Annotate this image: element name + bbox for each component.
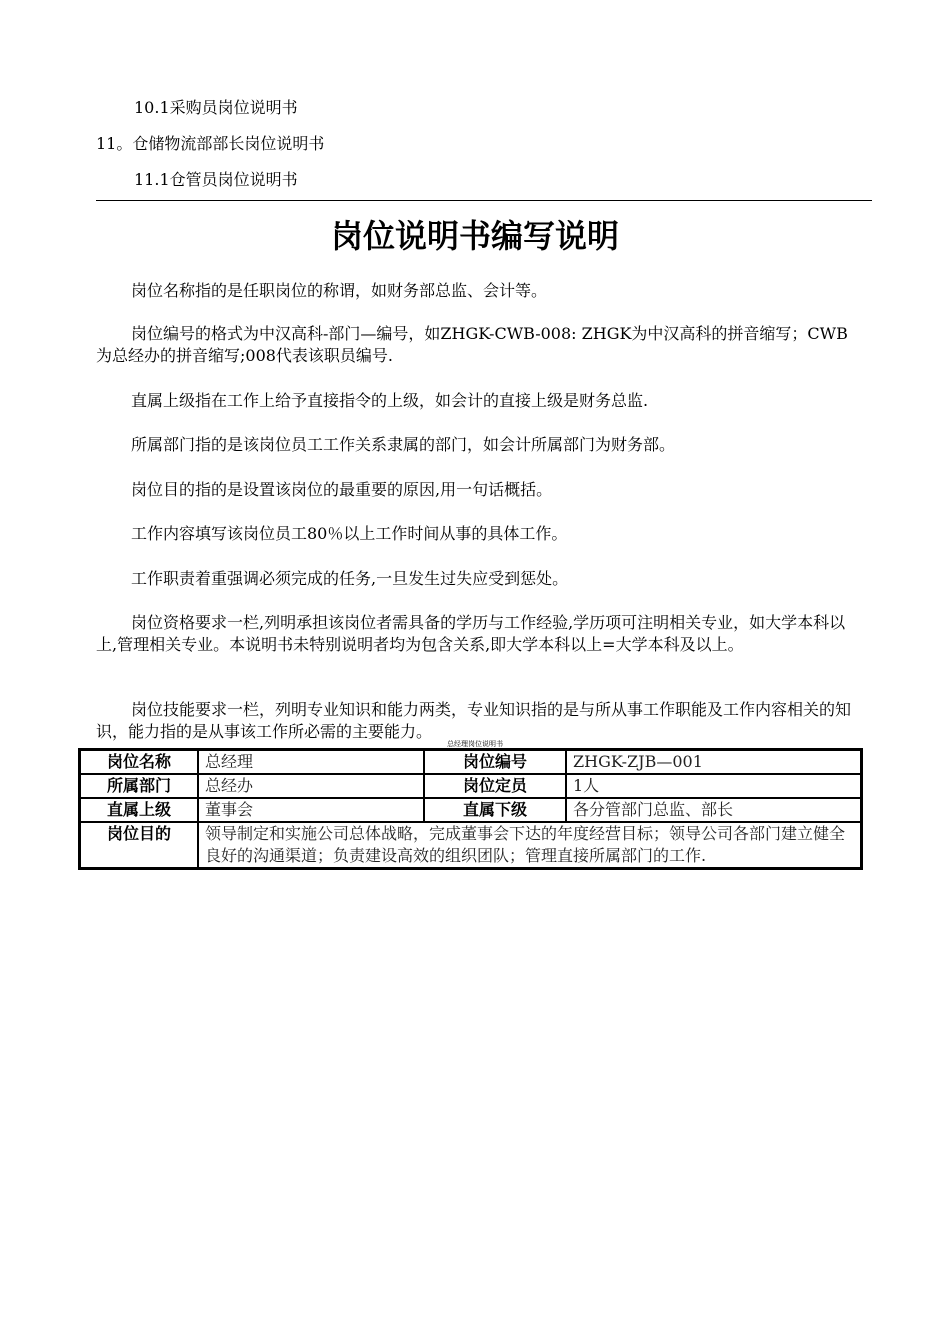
paragraph: 直属上级指在工作上给予直接指令的上级，如会计的直接上级是财务总监. — [131, 391, 649, 410]
table-row — [80, 774, 861, 798]
table-caption: 总经理岗位说明书 — [447, 740, 503, 748]
superior-value: 董事会 — [198, 798, 424, 822]
paragraph: 所属部门指的是该岗位员工工作关系隶属的部门，如会计所属部门为财务部。 — [131, 435, 676, 454]
table-row — [80, 750, 861, 774]
superior-label: 直属上级 — [80, 798, 198, 822]
subordinate-label: 直属下级 — [424, 798, 566, 822]
quota-label: 岗位定员 — [424, 774, 566, 798]
subordinate-value: 各分管部门总监、部长 — [566, 798, 861, 822]
paragraph: 工作职责着重强调必须完成的任务,一旦发生过失应受到惩处。 — [131, 569, 569, 588]
paragraph: 岗位目的指的是设置该岗位的最重要的原因,用一句话概括。 — [131, 480, 553, 499]
post-code-label: 岗位编号 — [424, 750, 566, 774]
paragraph: 岗位名称指的是任职岗位的称谓，如财务部总监、会计等。 — [131, 281, 548, 300]
table-row — [80, 798, 861, 822]
dept-label: 所属部门 — [80, 774, 198, 798]
toc-entry: 11。仓储物流部部长岗位说明书 — [96, 134, 325, 153]
toc-entry: 11.1仓管员岗位说明书 — [134, 170, 298, 189]
paragraph: 岗位技能要求一栏，列明专业知识和能力两类，专业知识指的是与所从事工作职能及工作内容相关的知识，能力指的是从事该工作所必需的主要能力。 — [96, 700, 852, 741]
paragraph: 岗位资格要求一栏,列明承担该岗位者需具备的学历与工作经验,学历项可注明相关专业，如大学本科以上,管理相关专业。本说明书未特别说明者均为包含关系,即大学本科以上=大学本科及以上。 — [96, 613, 846, 654]
paragraph: 工作内容填写该岗位员工80％以上工作时间从事的具体工作。 — [131, 524, 568, 543]
quota-value: 1人 — [566, 774, 861, 798]
toc-entry: 10.1采购员岗位说明书 — [134, 98, 298, 117]
paragraph: 岗位编号的格式为中汉高科-部门—编号，如ZHGK-CWB-008: ZHGK为中汉高科的拼音缩写；CWB为总经办的拼音缩写;008代表该职员编号. — [96, 324, 848, 365]
divider — [96, 200, 872, 201]
post-name-label: 岗位名称 — [80, 750, 198, 774]
job-description-table — [78, 748, 863, 870]
table-row — [80, 822, 861, 868]
dept-value: 总经办 — [198, 774, 424, 798]
post-name-value: 总经理 — [198, 750, 424, 774]
purpose-value: 领导制定和实施公司总体战略，完成董事会下达的年度经营目标；领导公司各部门建立健全良好的沟通渠道；负责建设高效的组织团队；管理直接所属部门的工作. — [198, 822, 861, 868]
post-code-value: ZHGK-ZJB—001 — [566, 750, 861, 774]
page-title: 岗位说明书编写说明 — [330, 217, 619, 255]
purpose-label: 岗位目的 — [80, 822, 198, 868]
